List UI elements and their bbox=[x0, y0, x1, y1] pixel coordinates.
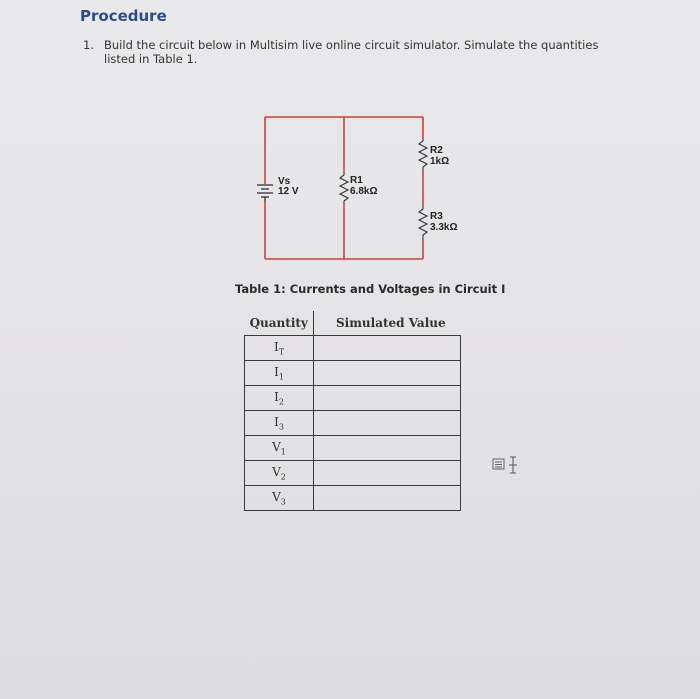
table-row bbox=[245, 411, 461, 436]
results-table bbox=[244, 311, 461, 511]
quantity-cell: $I_T$ bbox=[245, 336, 314, 361]
table-row bbox=[245, 386, 461, 411]
vs-label: Vs bbox=[278, 176, 291, 187]
quantity-cell: $V_1$ bbox=[245, 436, 314, 461]
quantity-cell: $I_2$ bbox=[245, 386, 314, 411]
quantity-header: Quantity bbox=[245, 311, 314, 336]
value-cell[interactable] bbox=[314, 461, 461, 486]
battery-symbol bbox=[257, 185, 273, 202]
r3-resistor-symbol bbox=[419, 206, 427, 240]
r1-resistor-symbol bbox=[340, 172, 348, 206]
r2-value: 1kΩ bbox=[430, 156, 450, 167]
insert-field-icon[interactable] bbox=[492, 455, 522, 475]
r1-value: 6.8kΩ bbox=[350, 186, 378, 197]
table-row bbox=[245, 336, 461, 361]
value-cell[interactable] bbox=[314, 486, 461, 511]
step-number: 1. bbox=[83, 38, 94, 52]
table-row bbox=[245, 436, 461, 461]
table-caption: Table 1: Currents and Voltages in Circuit I bbox=[235, 282, 506, 296]
quantity-cell: $V_2$ bbox=[245, 461, 314, 486]
r2-label: R2 bbox=[430, 145, 443, 156]
vs-value: 12 V bbox=[278, 186, 299, 197]
quantity-cell: $V_3$ bbox=[245, 486, 314, 511]
quantity-cell: $I_3$ bbox=[245, 411, 314, 436]
table-row bbox=[245, 486, 461, 511]
value-cell[interactable] bbox=[314, 411, 461, 436]
r3-value: 3.3kΩ bbox=[430, 222, 458, 233]
quantity-cell: $I_1$ bbox=[245, 361, 314, 386]
step-text-line-1: Build the circuit below in Multisim live online circuit simulator. Simulate the quantities bbox=[104, 38, 599, 52]
r1-label: R1 bbox=[350, 175, 363, 186]
r3-label: R3 bbox=[430, 211, 443, 222]
section-heading: Procedure bbox=[80, 7, 167, 25]
value-cell[interactable] bbox=[314, 436, 461, 461]
step-text-line-2: listed in Table 1. bbox=[104, 52, 198, 66]
table-row bbox=[245, 461, 461, 486]
table-row bbox=[245, 361, 461, 386]
value-cell[interactable] bbox=[314, 336, 461, 361]
simulated-value-header: Simulated Value bbox=[336, 316, 446, 330]
r2-resistor-symbol bbox=[419, 138, 427, 172]
value-cell[interactable] bbox=[314, 386, 461, 411]
value-cell[interactable] bbox=[314, 361, 461, 386]
table-header-row bbox=[245, 311, 461, 336]
